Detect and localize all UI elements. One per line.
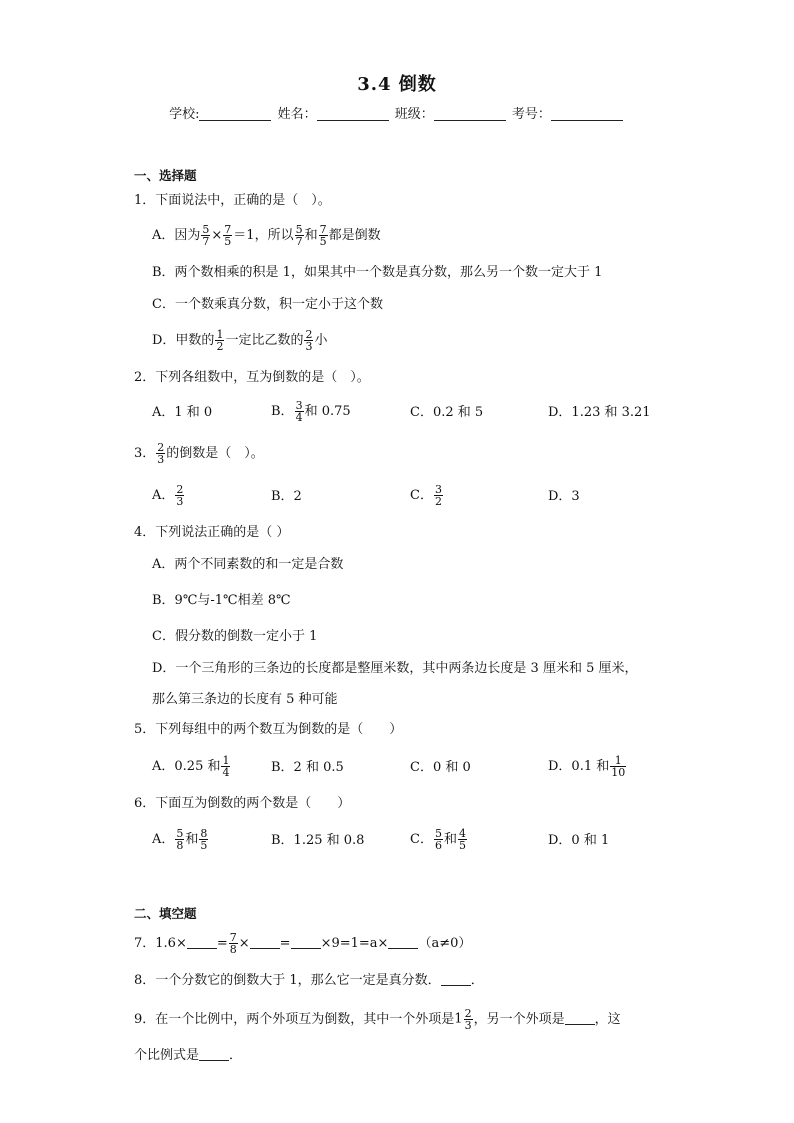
q6-stem: 6．下面互为倒数的两个数是（ ）	[134, 796, 351, 811]
fraction: $\frac{2}{3}$	[176, 483, 184, 508]
exam-no-field[interactable]	[551, 106, 623, 121]
q9-end: ．	[229, 1048, 243, 1063]
q3-stem-end: 的倒数是（ ）。	[166, 446, 264, 461]
section-heading-fill: 二、填空题	[134, 906, 197, 921]
q2-option-a[interactable]: A．1 和 0	[152, 405, 213, 420]
q3-a-prefix: A．	[152, 488, 175, 503]
and-word: 和	[443, 832, 457, 847]
q7-blank-3[interactable]	[291, 935, 321, 949]
fraction: $\frac{2}{3}$	[157, 441, 165, 466]
name-field[interactable]	[317, 106, 389, 121]
q7-part1: 7．1.6×	[134, 936, 187, 951]
q2-option-b[interactable]	[271, 400, 351, 423]
q2-option-c[interactable]: C．0.2 和 5	[410, 405, 484, 420]
fraction: $\frac{7}{5}$	[224, 223, 232, 248]
q7-line	[134, 932, 471, 955]
q7-blank-1[interactable]	[187, 935, 217, 949]
fraction: $\frac{7}{8}$	[229, 931, 237, 956]
q1-option-c[interactable]: C．一个数乘真分数，积一定小于这个数	[152, 297, 383, 312]
q3-stem	[134, 442, 264, 465]
student-info-row	[0, 103, 794, 122]
q8-text: 8．一个分数它的倒数大于 1，那么它一定是真分数．	[134, 973, 441, 988]
q4-option-d-line1[interactable]: D．一个三角形的三条边的长度都是整厘米数，其中两条边长度是 3 厘米和 5 厘米，	[152, 661, 638, 676]
q9-line1	[134, 1008, 621, 1031]
fraction: $\frac{3}{4}$	[295, 399, 303, 424]
q1-a-prefix: A．因为	[152, 228, 201, 243]
school-field[interactable]	[199, 106, 271, 121]
q8-blank[interactable]	[441, 972, 471, 986]
q6-option-b[interactable]: B．1.25 和 0.8	[271, 833, 365, 848]
q6-c-prefix: C．	[410, 832, 433, 847]
q3-number: 3．	[134, 446, 156, 461]
q9-part3: ，这	[594, 1012, 621, 1027]
q9-line2	[134, 1046, 242, 1066]
fraction: $\frac{8}{5}$	[200, 827, 208, 852]
fraction: $\frac{5}{7}$	[202, 223, 210, 248]
q5-option-b[interactable]: B．2 和 0.5	[271, 760, 344, 775]
q2-b-prefix: B．	[271, 404, 294, 419]
q8-line	[134, 971, 484, 991]
q1-a-end: 都是倒数	[328, 228, 381, 243]
q9-blank-2[interactable]	[199, 1047, 229, 1061]
exam-no-label: 考号：	[511, 107, 551, 122]
page-title: 3.4 倒数	[357, 74, 437, 95]
q2-b-end: 和 0.75	[304, 404, 351, 419]
q8-end: ．	[470, 973, 484, 988]
fraction: $\frac{1}{4}$	[222, 754, 230, 779]
q5-option-d[interactable]	[548, 755, 627, 778]
mixed-number: 1 $\frac{2}{3}$	[454, 1007, 472, 1032]
q3-c-prefix: C．	[410, 488, 433, 503]
q4-stem: 4．下列说法正确的是（ ）	[134, 525, 290, 540]
q9-part2: ，另一个外项是	[473, 1012, 565, 1027]
fraction: $\frac{5}{7}$	[295, 223, 303, 248]
q6-option-d[interactable]: D．0 和 1	[548, 833, 610, 848]
q9-blank-1[interactable]	[565, 1011, 595, 1025]
q4-option-b[interactable]: B．9℃与-1℃相差 8℃	[152, 593, 291, 608]
class-label: 班级：	[394, 107, 434, 122]
q3-option-a[interactable]	[152, 484, 185, 507]
name-label: 姓名：	[277, 107, 317, 122]
q7-part3: ×	[238, 936, 250, 951]
q7-blank-4[interactable]	[388, 935, 418, 949]
fraction: $\frac{1}{10}$	[611, 754, 626, 779]
fraction: $\frac{5}{6}$	[434, 827, 442, 852]
q1-a-mid: ＝1，所以	[233, 228, 294, 243]
q4-option-c[interactable]: C．假分数的倒数一定小于 1	[152, 629, 318, 644]
q1-option-d[interactable]	[152, 329, 327, 352]
q1-d-prefix: D．甲数的	[152, 333, 215, 348]
q1-d-end: 小	[314, 333, 328, 348]
q3-option-c[interactable]	[410, 484, 444, 507]
q2-option-d[interactable]: D．1.23 和 3.21	[548, 405, 651, 420]
q1-stem: 1．下面说法中，正确的是（ ）。	[134, 193, 331, 208]
class-field[interactable]	[434, 106, 506, 121]
q4-option-a[interactable]: A．两个不同素数的和一定是合数	[152, 557, 344, 572]
q7-part4: =	[279, 936, 291, 951]
q6-a-prefix: A．	[152, 832, 175, 847]
q5-option-a[interactable]	[152, 755, 231, 778]
q5-d-prefix: D．0.1 和	[548, 759, 610, 774]
fraction: $\frac{3}{2}$	[434, 483, 442, 508]
times-sign: ×	[211, 228, 223, 243]
fraction: $\frac{7}{5}$	[319, 223, 327, 248]
q1-option-a[interactable]	[152, 224, 381, 247]
fraction: $\frac{2}{3}$	[305, 328, 313, 353]
q1-option-b[interactable]: B．两个数相乘的积是 1，如果其中一个数是真分数，那么另一个数一定大于 1	[152, 265, 603, 280]
q9-part1: 9．在一个比例中，两个外项互为倒数，其中一个外项是	[134, 1012, 455, 1027]
q3-option-b[interactable]: B．2	[271, 489, 302, 504]
q6-option-a[interactable]	[152, 828, 209, 851]
q7-part2: =	[216, 936, 228, 951]
and-word: 和	[304, 228, 318, 243]
q7-blank-2[interactable]	[250, 935, 280, 949]
and-word: 和	[185, 832, 199, 847]
school-label: 学校:	[169, 107, 200, 122]
q1-d-mid: 一定比乙数的	[225, 333, 304, 348]
q2-stem: 2．下列各组数中，互为倒数的是（ ）。	[134, 370, 370, 385]
fraction: $\frac{5}{8}$	[176, 827, 184, 852]
q5-a-prefix: A．0.25 和	[152, 759, 221, 774]
q5-option-c[interactable]: C．0 和 0	[410, 760, 471, 775]
q9-line2-text: 个比例式是	[134, 1048, 200, 1063]
q4-option-d-line2: 那么第三条边的长度有 5 种可能	[152, 692, 338, 707]
q3-option-d[interactable]: D．3	[548, 489, 580, 504]
q5-stem: 5．下列每组中的两个数互为倒数的是（ ）	[134, 722, 403, 737]
q7-part5: ×9=1=a×	[320, 936, 389, 951]
q7-part6: （a≠0）	[418, 936, 472, 951]
section-heading-choice: 一、选择题	[134, 168, 197, 183]
fraction: $\frac{4}{5}$	[458, 827, 466, 852]
fraction: $\frac{1}{2}$	[216, 328, 224, 353]
q6-option-c[interactable]	[410, 828, 468, 851]
